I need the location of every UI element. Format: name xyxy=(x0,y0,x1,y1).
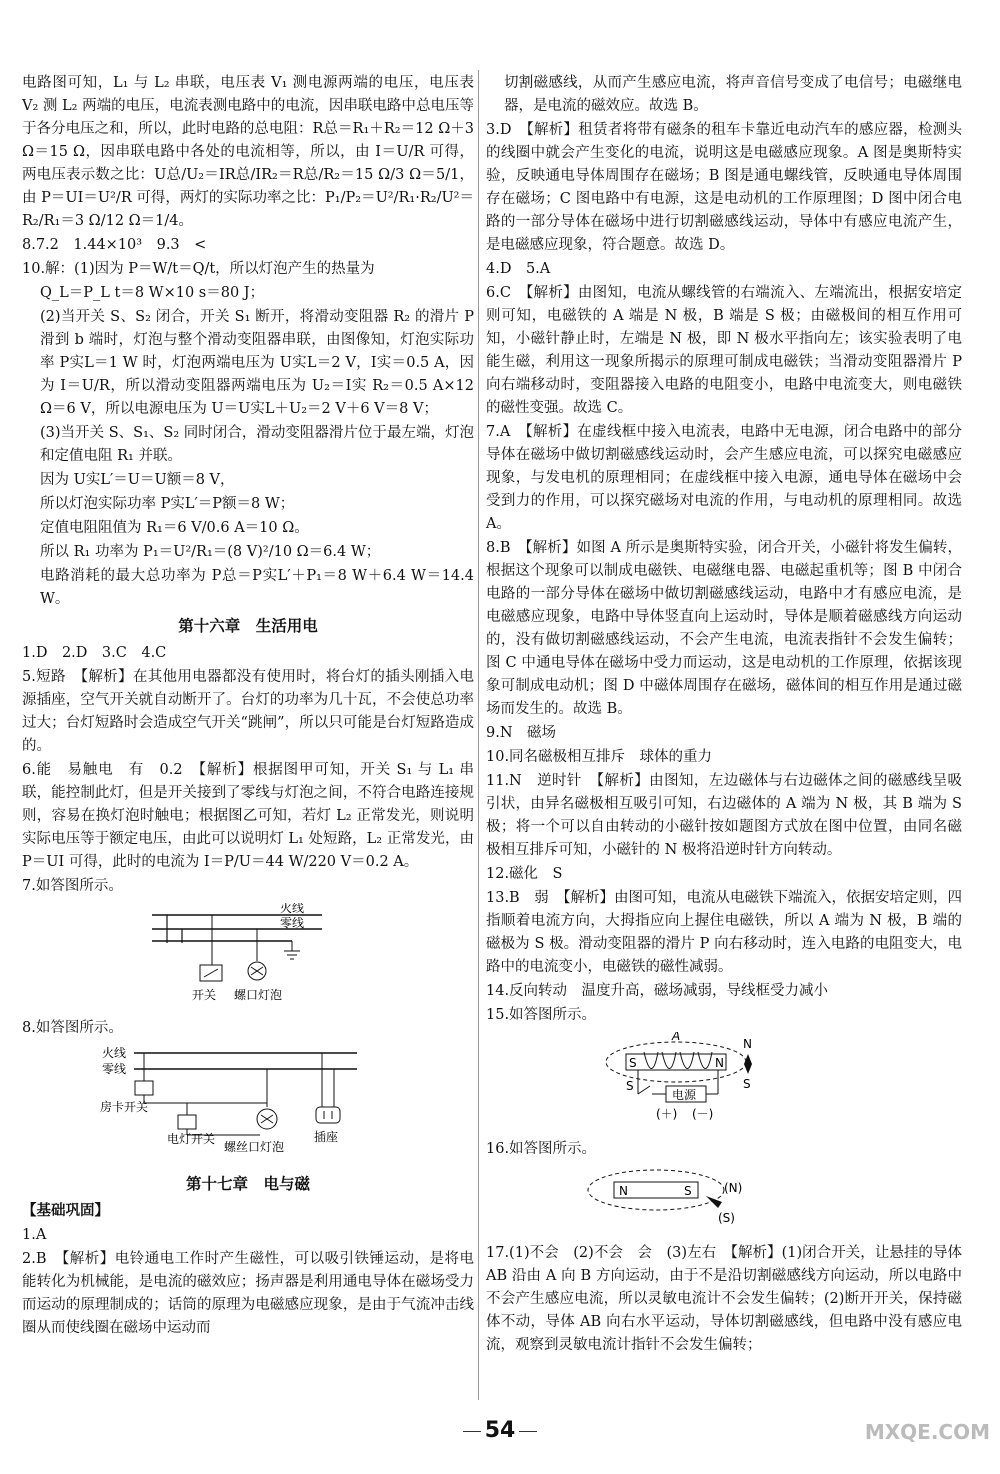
switch-label: 开关 xyxy=(192,988,217,1002)
chapter-16-title: 第十六章 生活用电 xyxy=(178,617,318,635)
column-divider xyxy=(478,70,479,1400)
minus-terminal-label: (－) xyxy=(692,1107,714,1121)
answer-8: 8.B 【解析】如图 A 所示是奥斯特实验，闭合开关，小磁针将发生偏转，根据这个现象可以制成电磁铁、电磁继电器、电磁起重机等；图 B 中闭合电路的一部分导体在磁场中做切割磁感线运动，电路中才有感应电流，是电磁感应现象，电路中导体竖直向上运动时，导体是顺着磁感线方向运动的，没有做切割磁感线运动，不会产生电流，电流表指针不会发生偏转；图 C 中通电导体在磁场中受力而运动，这是电动机的工作原理，依据该现象可制成电动机；图 D 中磁体周围存在磁场，磁体间的相互作用是通过磁场而发生的。故选 B。 xyxy=(486,540,962,717)
answer-6: 6.C 【解析】由图知，电流从螺线管的右端流入、左端流出，根据安培定则可知，电磁铁的 A 端是 N 极，B 端是 S 极；由磁极间的相互作用可知，小磁针静止时，左端是 N 极，即 N 极水平指向左；该实验表明了电能生磁，利用这一现象所揭示的原理可制成电磁铁；当滑动变阻器滑片 P 向右端移动时，变阻器接入电路的电阻变小，电路中电流变大，则电磁铁的磁性变强。故选 C。 xyxy=(486,285,962,416)
answer-10: 10.同名磁极相互排斥 球体的重力 xyxy=(486,749,713,765)
figure-16-magnet xyxy=(486,1166,956,1228)
answer-10-line: 因为 U实L′＝U＝U额＝8 V， xyxy=(40,472,235,488)
magnet-s-label: S xyxy=(684,1184,692,1198)
chapter-17-title: 第十七章 电与磁 xyxy=(185,1175,310,1193)
answer-8-9: 8.7.2 1.44×10³ 9.3 < xyxy=(22,237,207,253)
needle-n-label: (N) xyxy=(724,1181,743,1195)
answer-5: 5.短路 【解析】在其他用电器都没有使用时，将台灯的插头刚插入电源插座，空气开关就自动断开了。台灯的功率为几十瓦，不会使总功率过大；台灯短路时会造成空气开关“跳闸”，所以只可能是台灯短路造成的。 xyxy=(22,669,474,754)
plus-terminal-label: (＋) xyxy=(656,1107,678,1121)
answer-12: 12.磁化 S xyxy=(486,866,563,882)
light-switch-icon xyxy=(178,1115,196,1129)
answer-3: 3.D 【解析】租赁者将带有磁条的租车卡靠近电动汽车的感应器，检测头的线圈中就会产生变化的电流，说明这是电磁感应现象。A 图是奥斯特实验，反映通电导体周围存在磁场；B 图是通电螺线管，反映通电导体周围存在磁场；C 图电路中有电源，这是电动机的工作原理图；D 图中闭合电路的一部分导体在磁场中进行切割磁感线运动，导体中有感应电流产生，是电磁感应现象，符合题意。故选 D。 xyxy=(486,122,962,253)
answer-11: 11.N 逆时针 【解析】由图知，左边磁体与右边磁体之间的磁感线呈吸引状，由异名磁极相互吸引可知，右边磁体的 A 端为 N 极，其 B 端为 S 极；将一个可以自由转动的小磁针按如题图方式放在图中位置，由同名磁极相互排斥可知，小磁针的 N 极将沿逆时针方向转动。 xyxy=(486,773,962,858)
card-switch-label: 房卡开关 xyxy=(100,1100,149,1114)
card-switch-icon xyxy=(135,1081,153,1095)
paragraph: 切割磁感线，从而产生感应电流，将声音信号变成了电信号；电磁继电器，是电流的磁效应。故选 B。 xyxy=(504,75,962,114)
answer-9: 9.N 磁场 xyxy=(486,725,557,741)
needle-s-label: S xyxy=(743,1077,751,1091)
fire-line-label: 火线 xyxy=(102,1046,127,1060)
answer-1-4: 1.D 2.D 3.C 4.C xyxy=(22,645,167,661)
page-number-text: 54 xyxy=(484,1418,516,1443)
answer-7: 7.A 【解析】在虚线框中接入电流表，电路中无电源，闭合电路中的部分导体在磁场中做切割磁感线运动时，会产生感应电流，可以探究电磁感应现象，与发电机的原理相同；在虚线框中接入电源，通电导体在磁场中会受到力的作用，可以探究磁场对电流的作用，与电动机的原理相同。故选 A。 xyxy=(486,424,962,532)
answer-2: 2.B 【解析】电铃通电工作时产生磁性，可以吸引铁锤运动，是将电能转化为机械能，是电流的磁效应；扬声器是利用通电导体在磁场受力而运动的原理制成的；话筒的原理为电磁感应现象，是由于气流冲击线圈从而使线圈在磁场中运动而 xyxy=(22,1251,474,1336)
compass-needle-icon xyxy=(744,1054,752,1074)
left-column xyxy=(22,72,474,1341)
answer-10-line: 电路消耗的最大总功率为 P总＝P实L′＋P₁＝8 W＋6.4 W＝14.4 W。 xyxy=(40,568,474,607)
point-a-label: A xyxy=(672,1032,681,1043)
page-number xyxy=(440,1418,560,1443)
answer-10-line: Q_L＝P_L t＝8 W×10 s＝80 J； xyxy=(40,285,265,301)
section-label: 【基础巩固】 xyxy=(22,1203,109,1219)
answer-6: 6.能 易触电 有 0.2 【解析】根据图甲可知，开关 S₁ 与 L₁ 串联，能控制此灯，但是开关接到了零线与灯泡之间，不符合电路连接规则，容易在换灯泡时触电；根据图乙可知，若灯 L₂ 正常发光，则说明实际电压等于额定电压，由此可以说明灯 L₁ 处短路，L₂ 正常发光，由 P＝UI 可得，此时的电流为 I＝P/U＝44 W/220 V＝0.2 A。 xyxy=(22,762,474,870)
answer-10-line: 定值电阻阻值为 R₁＝6 V/0.6 A＝10 Ω。 xyxy=(40,520,309,536)
pole-s-label: S xyxy=(629,1056,637,1070)
answer-10-line: 所以 R₁ 功率为 P₁＝U²/R₁＝(8 V)²/10 Ω＝6.4 W； xyxy=(40,544,381,560)
answer-10-line: (3)当开关 S、S₁、S₂ 同时闭合，滑动变阻器滑片位于最左端，灯泡和定值电阻 R₁ 并联。 xyxy=(40,425,474,464)
answer-16: 16.如答图所示。 xyxy=(486,1141,597,1157)
lamp-label: 螺丝口灯泡 xyxy=(224,1140,285,1154)
lamp-label: 螺口灯泡 xyxy=(234,988,283,1002)
needle-n-label: N xyxy=(743,1037,752,1051)
answer-10-line: (2)当开关 S、S₂ 闭合，开关 S₁ 断开，将滑动变阻器 R₂ 的滑片 P 滑到 b 端时，灯泡与整个滑动变阻器串联，由图像知，灯泡实际功率 P实L＝1 W 时，灯泡两端电压为 U实L＝2 V，I实＝0.5 A，因为 I＝U/R，所以滑动变阻器两端电压为 U₂＝I实 R₂＝0.5 A×12 Ω＝6 V，所以电源电压为 U＝U实L＋U₂＝2 V＋6 V＝8 V； xyxy=(40,309,474,417)
watermark: MXQE.COM xyxy=(864,1420,990,1444)
answer-7: 7.如答图所示。 xyxy=(22,878,123,894)
needle-s-label: (S) xyxy=(718,1211,735,1225)
answer-4-5: 4.D 5.A xyxy=(486,261,551,277)
figure-8-circuit xyxy=(22,1045,462,1155)
right-column xyxy=(486,72,962,1358)
answer-14: 14.反向转动 温度升高，磁场减弱，导线框受力减小 xyxy=(486,983,829,999)
figure-15-electromagnet xyxy=(486,1032,956,1124)
fire-line-label: 火线 xyxy=(280,903,305,915)
compass-needle-icon xyxy=(706,1196,722,1208)
answer-17: 17.(1)不会 (2)不会 会 (3)左右 【解析】(1)闭合开关，让悬挂的导体 AB 沿由 A 向 B 方向运动，由于不是沿切割磁感线方向运动，所以电路中不会产生感应电流，所以灵敏电流计不会发生偏转；(2)断开开关，保持磁体不动，导体 AB 向右水平运动，导体切割磁感线，但电路中没有感应电流，观察到灵敏电流计指针不会发生偏转； xyxy=(486,1245,962,1353)
answer-8: 8.如答图所示。 xyxy=(22,1020,123,1036)
paragraph: 电路图可知，L₁ 与 L₂ 串联，电压表 V₁ 测电源两端的电压，电压表 V₂ 测 L₂ 两端的电压，电流表测电路中的电流，因串联电路中总电压等于各分电压之和，所以，此时电路的总电阻：R总＝R₁＋R₂＝12 Ω＋3 Ω＝15 Ω，因串联电路中各处的电流相等，所以，由 I＝U/R 可得，两电压表示数之比：U总/U₂＝IR总/IR₂＝R总/R₂＝15 Ω/3 Ω＝5/1，由 P＝UI＝U²/R 可得，两灯的实际功率之比：P₁/P₂＝U²/R₁·R₂/U²＝R₂/R₁＝3 Ω/12 Ω＝1/4。 xyxy=(22,75,474,229)
figure-7-circuit xyxy=(22,903,462,1003)
socket-label: 插座 xyxy=(314,1130,339,1144)
answer-1: 1.A xyxy=(22,1227,47,1243)
pole-n-label: N xyxy=(715,1056,724,1070)
zero-line-label: 零线 xyxy=(280,916,305,930)
magnet-n-label: N xyxy=(619,1184,628,1198)
answer-10: 10.解：(1)因为 P＝W/t＝Q/t，所以灯泡产生的热量为 xyxy=(22,261,375,277)
light-switch-label: 电灯开关 xyxy=(167,1132,216,1146)
switch-s-label: S xyxy=(626,1079,634,1093)
socket-icon xyxy=(316,1107,340,1123)
answer-10-line: 所以灯泡实际功率 P实L′＝P额＝8 W； xyxy=(40,496,295,512)
answer-15: 15.如答图所示。 xyxy=(486,1007,597,1023)
zero-line-label: 零线 xyxy=(102,1062,127,1076)
answer-13: 13.B 弱 【解析】由图可知，电流从电磁铁下端流入，依据安培定则，四指顺着电流方向，大拇指应向上握住电磁铁，所以 A 端为 N 极，B 端的磁极为 S 极。滑动变阻器的滑片 P 向右移动时，连入电路的电阻变大，电路中的电流变小，电磁铁的磁性减弱。 xyxy=(486,890,962,975)
power-label: 电源 xyxy=(672,1088,697,1102)
